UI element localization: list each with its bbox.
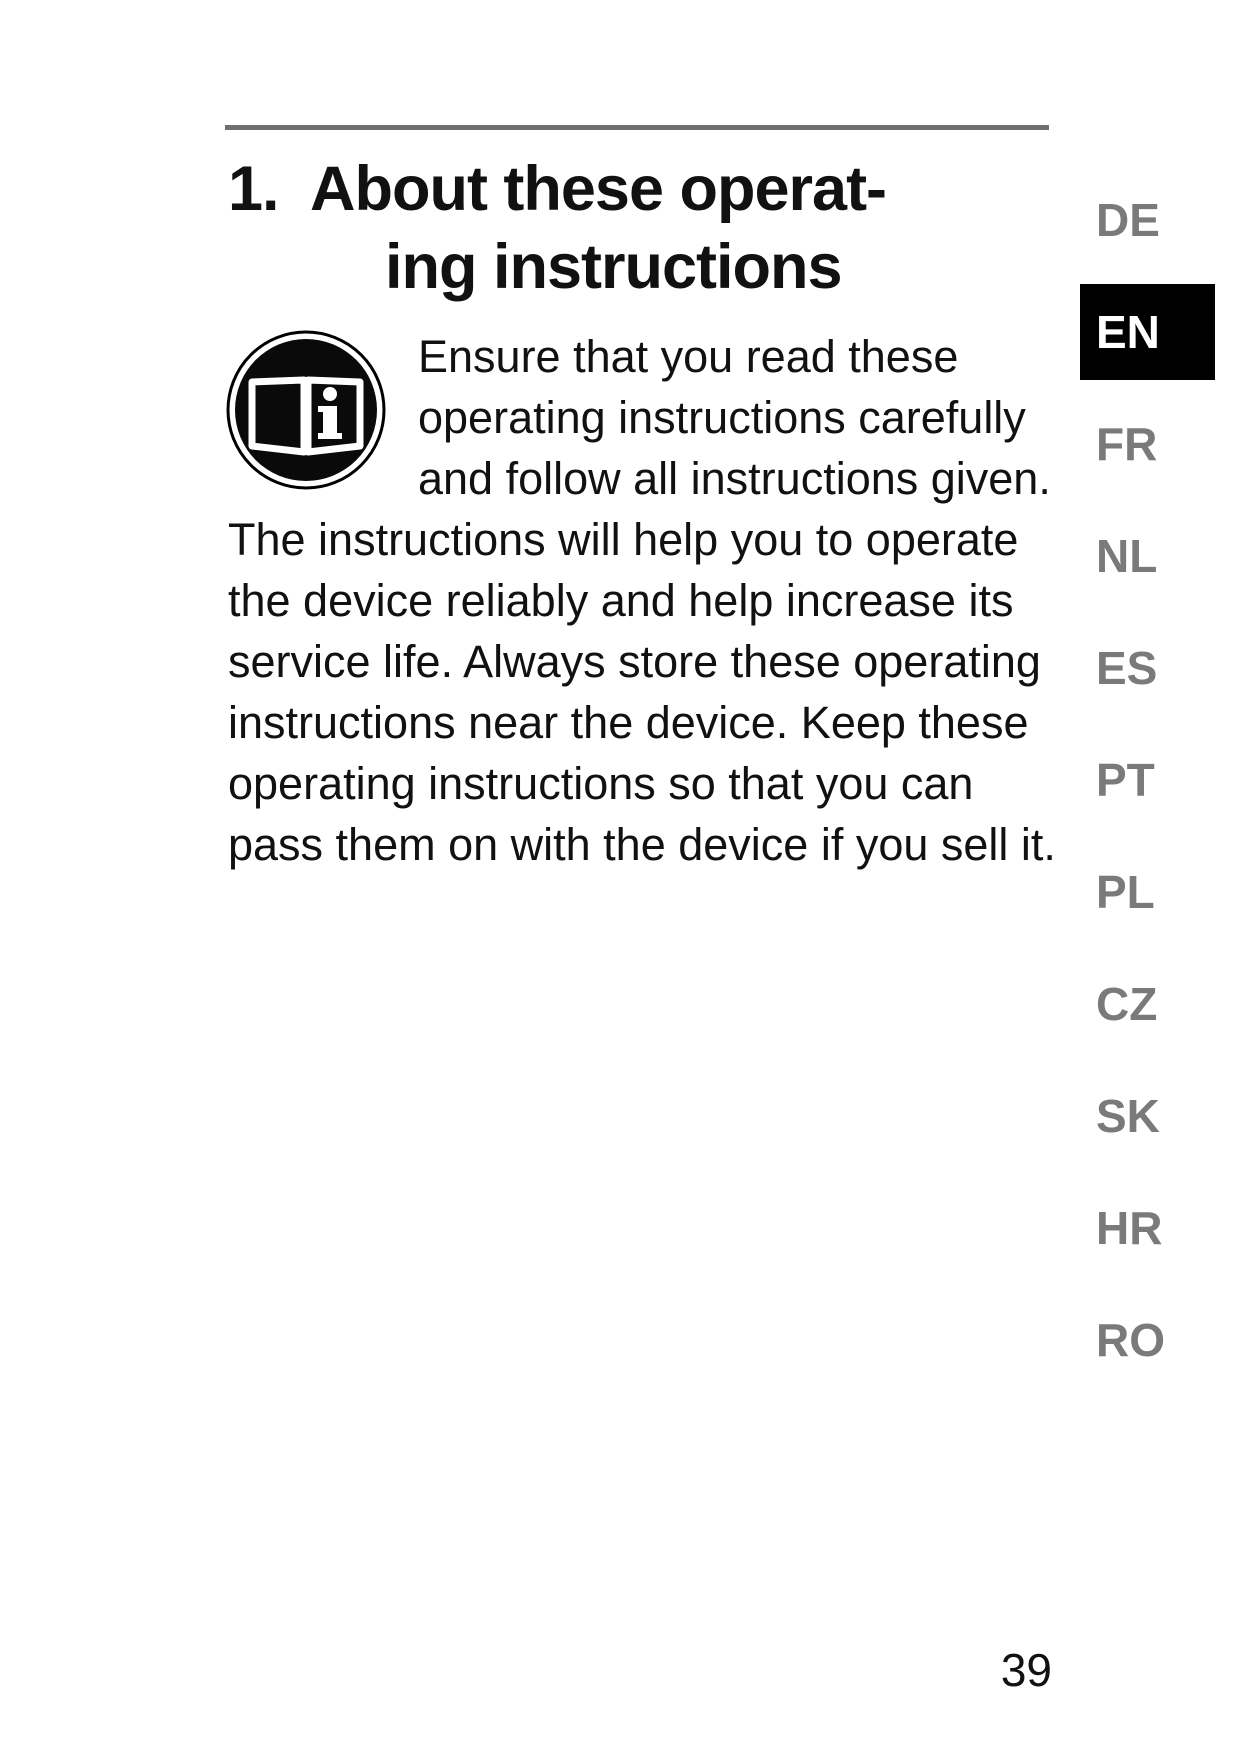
language-tab-hr[interactable]: HR: [1096, 1202, 1163, 1254]
language-tabs: [1080, 172, 1215, 1404]
top-rule: [225, 125, 1049, 130]
language-tab-pl[interactable]: PL: [1096, 866, 1155, 918]
language-tab-cz[interactable]: CZ: [1096, 978, 1158, 1030]
language-tab-pt[interactable]: PT: [1096, 754, 1155, 806]
section-title-line1: About these operat-: [310, 154, 887, 224]
intro-paragraph-text: Ensure that you read these operating instructions carefully and follow all instructions given. The instructions will help you to operate the device reliably and help increase its service life. Always store these operating instructions near the device. Keep these operating instructions so that you can pass them on with the device if you sell it.: [228, 331, 1056, 870]
language-tab-es[interactable]: ES: [1096, 642, 1158, 694]
intro-paragraph: [228, 326, 1068, 875]
language-tab-sk[interactable]: SK: [1096, 1090, 1160, 1142]
language-tab-de[interactable]: DE: [1096, 194, 1160, 246]
language-tab-ro[interactable]: RO: [1096, 1314, 1165, 1366]
language-tab-en[interactable]: EN: [1080, 284, 1215, 380]
section-number: 1.: [228, 154, 279, 224]
page-number: 39: [1000, 1644, 1052, 1696]
section-heading: [228, 150, 988, 306]
language-tab-nl[interactable]: NL: [1096, 530, 1158, 582]
language-tab-fr[interactable]: FR: [1096, 418, 1158, 470]
section-title-line2: ing instructions: [385, 232, 842, 302]
